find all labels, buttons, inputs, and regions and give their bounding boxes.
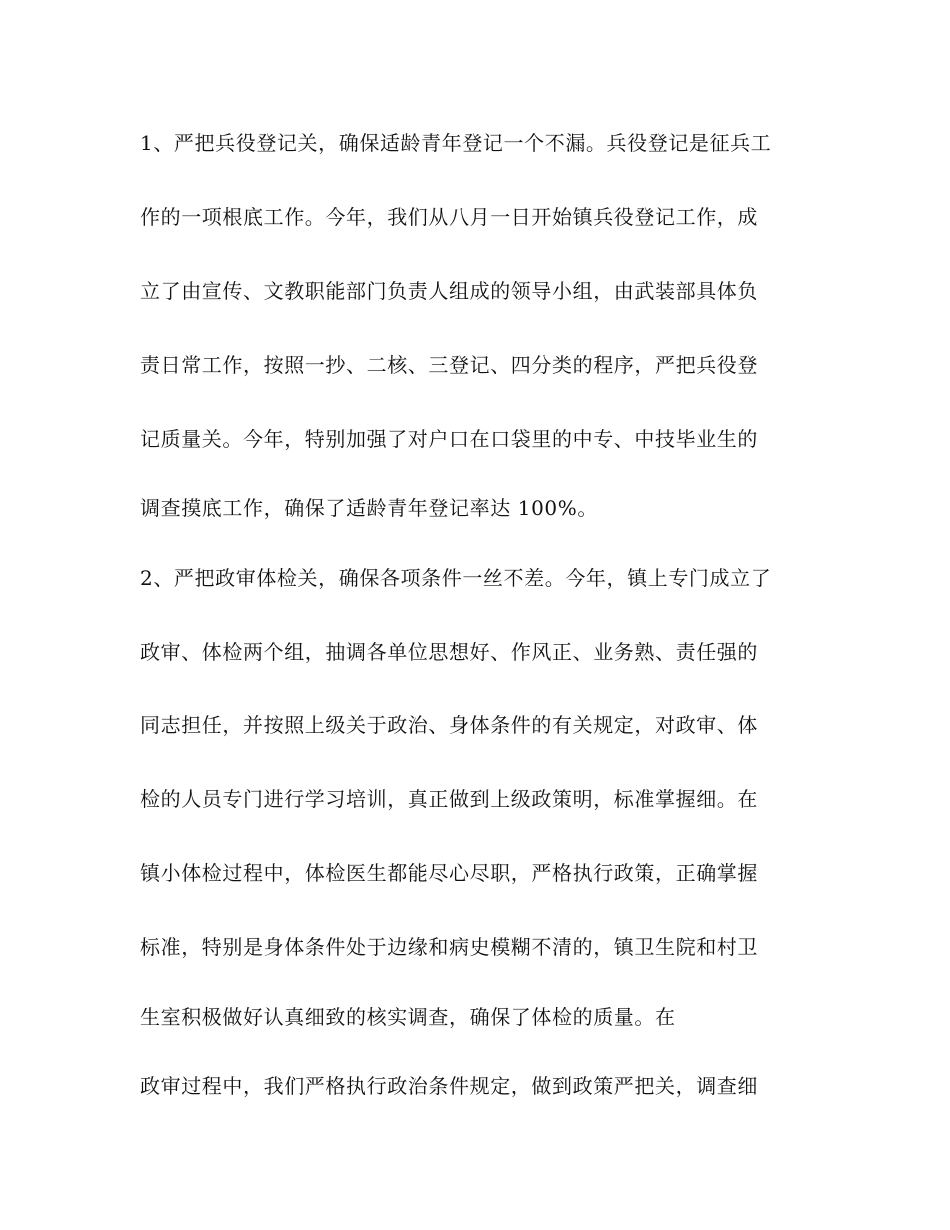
text-line: 记质量关。今年，特别加强了对户口在口袋里的中专、中技毕业生的 — [140, 427, 758, 451]
text-line: 政审过程中，我们严格执行政治条件规定，做到政策严把关，调查细 — [140, 1074, 758, 1098]
text-line: 标准，特别是身体条件处于边缘和病史模糊不清的，镇卫生院和村卫 — [140, 935, 758, 959]
text-line: 镇小体检过程中，体检医生都能尽心尽职，严格执行政策，正确掌握 — [140, 861, 758, 885]
text-line: 生室积极做好认真细致的核实调查，确保了体检的质量。在 — [140, 1005, 676, 1029]
text-line: 责日常工作，按照一抄、二核、三登记、四分类的程序，严把兵役登 — [140, 353, 758, 377]
text-line: 1、严把兵役登记关，确保适龄青年登记一个不漏。兵役登记是征兵工 — [140, 131, 772, 155]
text-line: 检的人员专门进行学习培训，真正做到上级政策明，标准掌握细。在 — [140, 787, 758, 811]
text-line: 立了由宣传、文教职能部门负责人组成的领导小组，由武装部具体负 — [140, 279, 758, 303]
text-line: 作的一项根底工作。今年，我们从八月一日开始镇兵役登记工作，成 — [140, 205, 758, 229]
text-line: 同志担任，并按照上级关于政治、身体条件的有关规定，对政审、体 — [140, 713, 758, 737]
text-line: 政审、体检两个组，抽调各单位思想好、作风正、业务熟、责任强的 — [140, 640, 758, 664]
text-line: 调查摸底工作，确保了适龄青年登记率达 100%。 — [140, 496, 598, 520]
text-line: 2、严把政审体检关，确保各项条件一丝不差。今年，镇上专门成立了 — [140, 566, 772, 590]
